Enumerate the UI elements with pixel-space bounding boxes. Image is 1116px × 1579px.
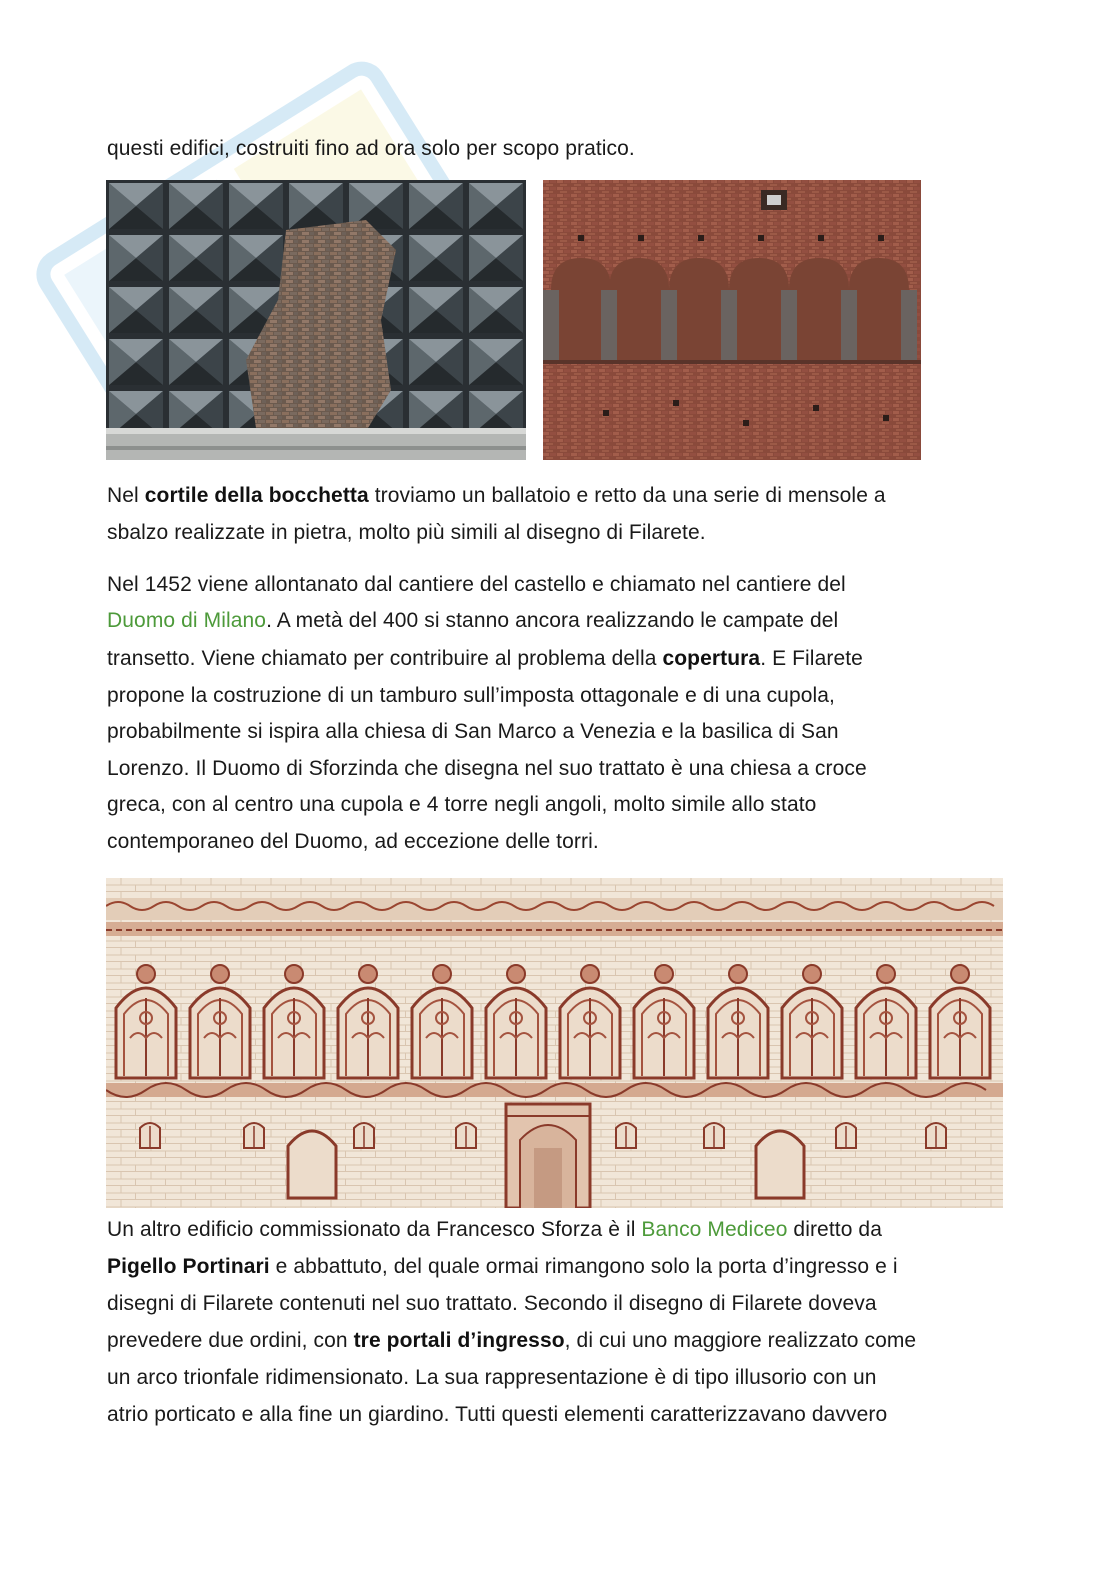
paragraph-bocchetta-line: Nel cortile della bocchetta troviamo un ballatoio e retto da una serie di mensole a <box>107 484 886 507</box>
paragraph-banco-line: Un altro edificio commissionato da Francesco Sforza è il Banco Mediceo diretto da <box>107 1218 882 1241</box>
brick-arches-photo <box>543 180 921 460</box>
duomo-link[interactable]: Duomo di Milano <box>107 609 267 632</box>
paragraph-duomo-line: transetto. Viene chiamato per contribuire al problema della copertura. E Filarete <box>107 647 863 670</box>
paragraph-duomo-line: Lorenzo. Il Duomo di Sforzinda che disegna nel suo trattato è una chiesa a croce <box>107 757 867 780</box>
intro-line: questi edifici, costruiti fino ad ora solo per scopo pratico. <box>107 137 635 160</box>
paragraph-banco-line: un arco trionfale ridimensionato. La sua rappresentazione è di tipo illusorio con un <box>107 1366 877 1389</box>
paragraph-duomo-line: Duomo di Milano. A metà del 400 si stanno ancora realizzando le campate del <box>107 609 839 632</box>
paragraph-duomo-line: contemporaneo del Duomo, ad eccezione delle torri. <box>107 830 599 853</box>
banco-mediceo-link[interactable]: Banco Mediceo <box>641 1218 788 1241</box>
paragraph-bocchetta-line: sbalzo realizzate in pietra, molto più simili al disegno di Filarete. <box>107 521 706 544</box>
banco-mediceo-drawing <box>106 878 1003 1208</box>
paragraph-banco-line: Pigello Portinari e abbattuto, del quale ormai rimangono solo la porta d’ingresso e i <box>107 1255 898 1278</box>
paragraph-duomo-line: probabilmente si ispira alla chiesa di San Marco a Venezia e la basilica di San <box>107 720 839 743</box>
paragraph-banco-line: atrio porticato e alla fine un giardino. Tutti questi elementi caratterizzavano davvero <box>107 1403 888 1426</box>
paragraph-duomo-line: Nel 1452 viene allontanato dal cantiere del castello e chiamato nel cantiere del <box>107 573 846 596</box>
stone-wall-photo <box>106 180 526 460</box>
paragraph-duomo-line: greca, con al centro una cupola e 4 torre negli angoli, molto simile allo stato <box>107 793 817 816</box>
paragraph-banco-line: prevedere due ordini, con tre portali d’ingresso, di cui uno maggiore realizzato come <box>107 1329 917 1352</box>
paragraph-duomo-line: propone la costruzione di un tamburo sull’imposta ottagonale e di una cupola, <box>107 684 835 707</box>
paragraph-banco-line: disegni di Filarete contenuti nel suo trattato. Secondo il disegno di Filarete doveva <box>107 1292 877 1315</box>
